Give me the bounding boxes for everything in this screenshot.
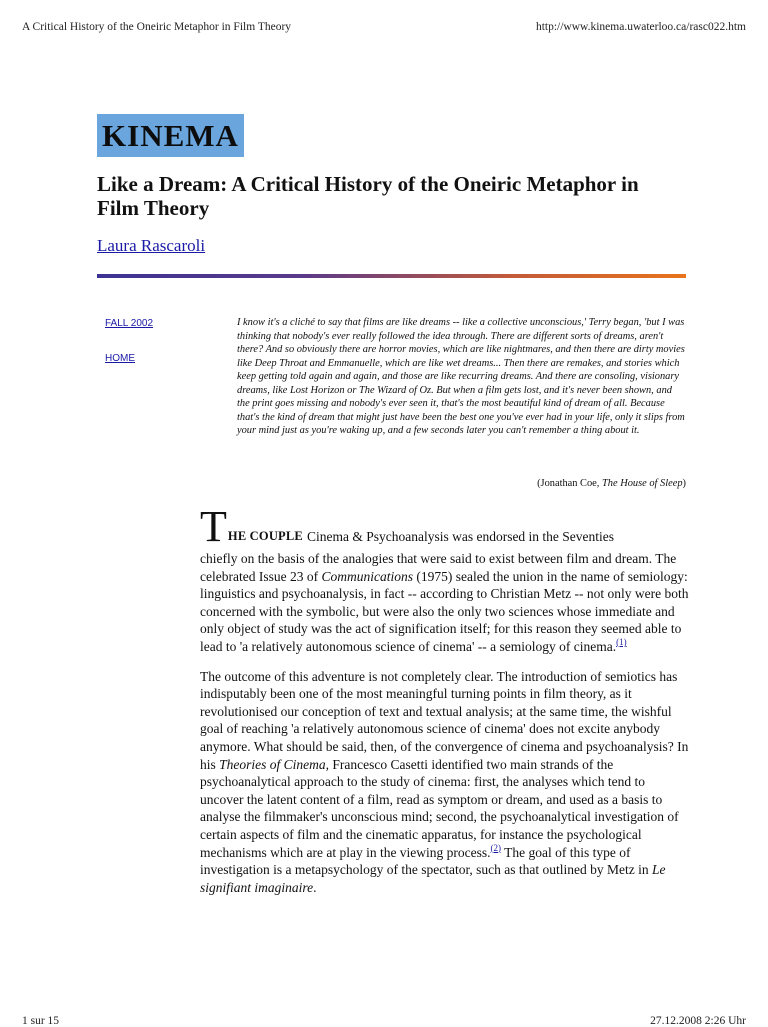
epigraph-attribution [237, 478, 686, 489]
kinema-logo[interactable] [97, 114, 244, 157]
print-header [22, 21, 746, 33]
home-link[interactable]: HOME [105, 353, 135, 364]
sidebar-nav [105, 318, 153, 364]
book-title: Theories of Cinema, [219, 756, 330, 772]
p2-text-b: Francesco Casetti identified two main strands of the psychoanalytical approach to the study of cinema: first, the analyses which tend to uncover the latent content of a film, read as symptom or dream, and used as a basis to analyse the filmmaker's unconscious mind; second, the psychoanalytical investigation of certain aspects of film and the cinematic apparatus, for instance the psychological mechanisms which are at play in the viewing process. [200, 756, 679, 860]
author-link[interactable]: Laura Rascaroli [97, 236, 206, 255]
footnote-link-1[interactable]: (1) [616, 636, 627, 647]
attribution-suffix: ) [682, 478, 686, 489]
work-title: Le signifiant imaginaire [200, 862, 666, 895]
paragraph-2 [200, 668, 690, 897]
logo-text: KINEMA [102, 117, 239, 153]
p2-text-a: The outcome of this adventure is not completely clear. The introduction of semiotics has indisputably been one of the most meaningful turning points in film theory, as it revolutionised our conception of text and textual analysis; at the same time, the wishful goal of reaching 'a relatively autonomous science of cinema' does not excite anybody anymore. What should be said, then, of the convergence of cinema and psychoanalysis? In his [200, 668, 689, 772]
p2-text-d: . [313, 879, 317, 895]
page-number: 1 sur 15 [22, 1015, 60, 1027]
issue-link[interactable]: FALL 2002 [105, 318, 154, 329]
attribution-work: The House of Sleep [602, 478, 683, 489]
paragraph-1 [200, 550, 690, 656]
p1-text-b: (1975) sealed the union in the name of semiology: linguistics and psychoanalysis, in fact -- according to Christian Metz -- not only were both concerned with the symbolic, but were also the only two sciences whose immediate and only object of study was the act of signification itself; for this reason they seemed able to lead to 'a relatively autonomous science of cinema' -- a semiology of cinema. [200, 568, 689, 654]
p1-text-a: chiefly on the basis of the analogies that were said to exist between film and dream. The celebrated Issue 23 of [200, 551, 677, 584]
p2-text-c: The goal of this type of investigation is a metapsychology of the spectator, such as that outlined by Metz in [200, 844, 652, 878]
journal-title: Communications [321, 568, 413, 584]
print-timestamp: 27.12.2008 2:26 Uhr [650, 1015, 746, 1027]
lead-small-caps: HE COUPLE [227, 529, 303, 544]
attribution-prefix: (Jonathan Coe, [537, 478, 600, 489]
article-title: Like a Dream: A Critical History of the Oneiric Metaphor in Film Theory [97, 172, 639, 220]
article-body [200, 502, 690, 896]
gradient-divider [97, 274, 686, 278]
footnote-link-2[interactable]: (2) [490, 842, 502, 853]
lead-line [200, 502, 690, 551]
epigraph-quote: I know it's a cliché to say that films are like dreams -- like a collective unconscious,' Terry began, 'but I was thinking that nobody's ever really followed the idea through. There are different sorts of dreams, aren't there? And so obviously there are horror movies, which are like nightmares, and then there are dirty movies like Deep Throat and Emmanuelle, which are like wet dreams... Then there are remakes, and stories which keep getting told again and again, and those are like recurring dreams. And there are consoling, visionary dreams, like Lost Horizon or The Wizard of Oz. But when a film gets lost, and it's never been shown, and the print goes missing and nobody's ever seen it, that's the most beautiful kind of dream of all. Because that's the kind of dream that might just have been the best one you've ever had in your life, only it slips from your mind just as you're waking up, and a few seconds later you can't remember a thing about it. [237, 317, 685, 436]
drop-cap: T [200, 502, 227, 551]
print-footer [22, 1015, 746, 1027]
print-header-title: A Critical History of the Oneiric Metaphor in Film Theory [22, 21, 292, 33]
print-header-url: http://www.kinema.uwaterloo.ca/rasc022.htm [535, 21, 746, 33]
lead-text: Cinema & Psychoanalysis was endorsed in the Seventies [306, 529, 615, 545]
